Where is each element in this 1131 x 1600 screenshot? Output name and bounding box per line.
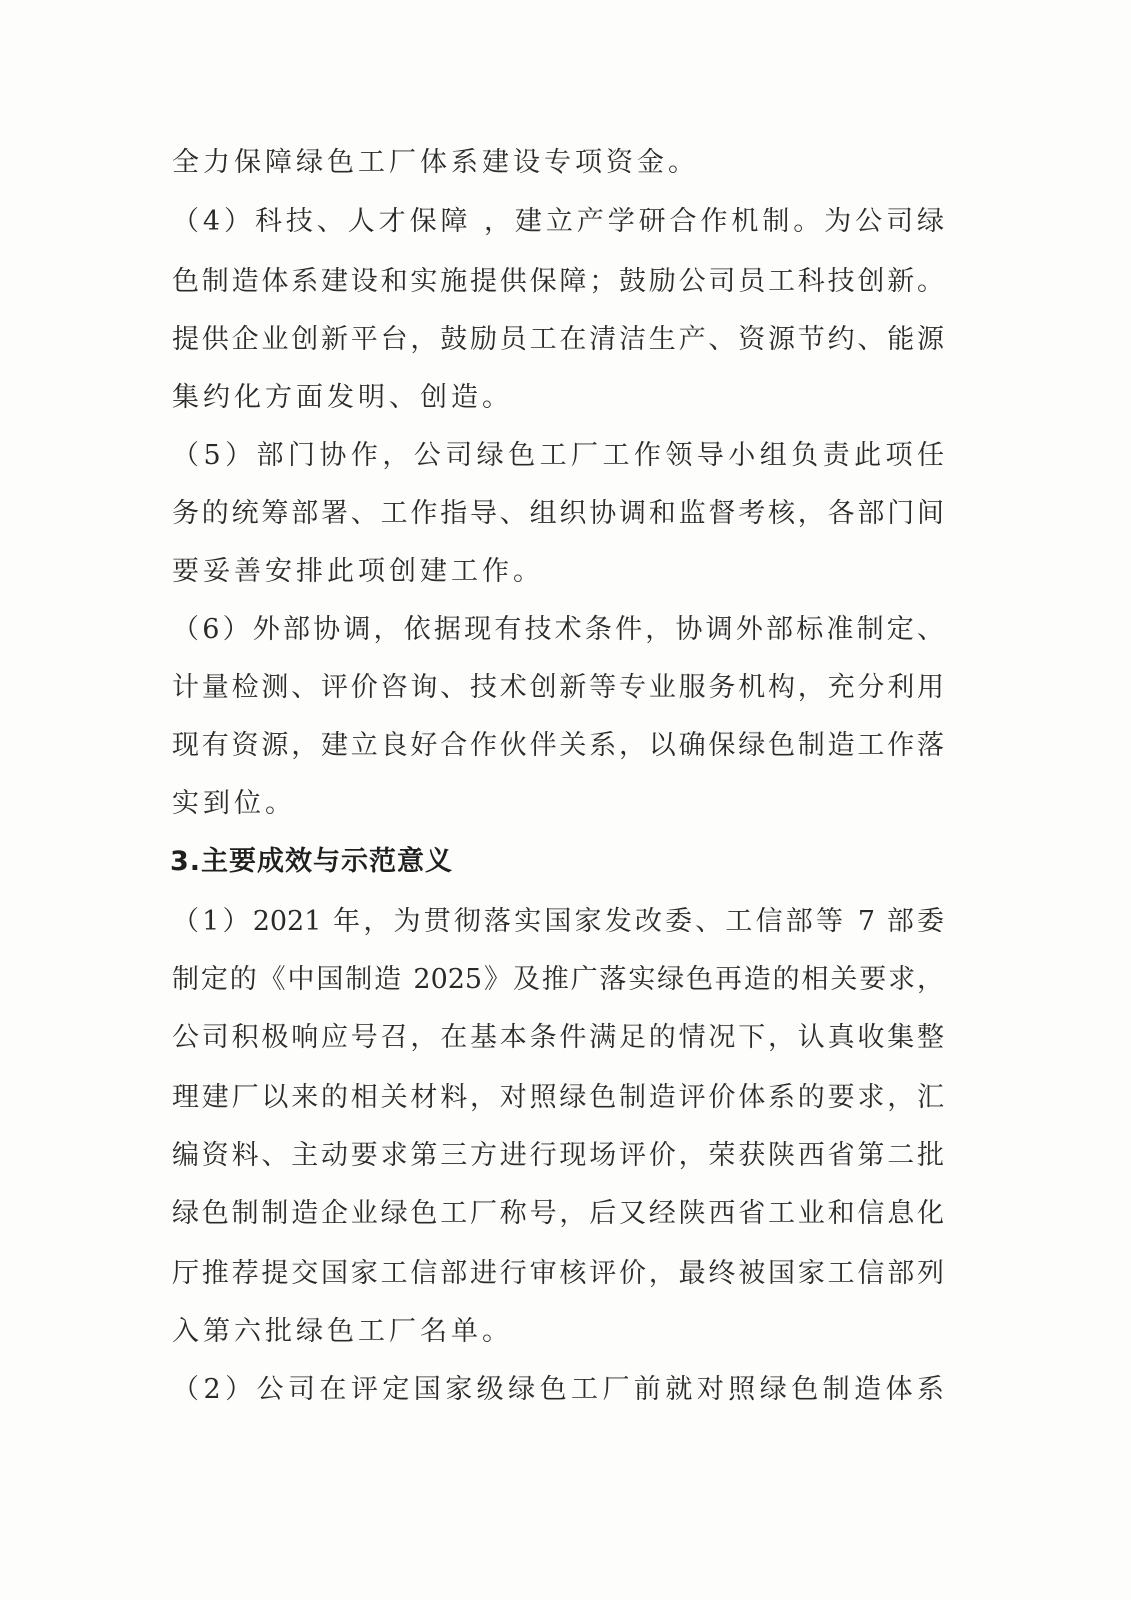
text-line: 公司积极响应号召，在基本条件满足的情况下，认真收集整 [172,1022,944,1053]
text-line: 实到位。 [172,788,296,819]
text-line: 全力保障绿色工厂体系建设专项资金。 [172,147,699,178]
text-line: 入第六批绿色工厂名单。 [172,1316,513,1347]
section-heading: 3.主要成效与示范意义 [170,846,454,877]
text-line: 理建厂以来的相关材料，对照绿色制造评价体系的要求，汇 [172,1082,944,1113]
text-line: 集约化方面发明、创造。 [172,382,513,413]
text-line: 制定的《中国制造 2025》及推广落实绿色再造的相关要求， [172,964,944,995]
text-line: （1）2021 年，为贯彻落实国家发改委、工信部等 7 部委 [172,906,944,937]
text-line: 现有资源，建立良好合作伙伴关系，以确保绿色制造工作落 [172,730,944,761]
text-line: （6）外部协调，依据现有技术条件，协调外部标准制定、 [172,614,944,645]
text-line: 提供企业创新平台，鼓励员工在清洁生产、资源节约、能源 [172,324,944,355]
text-line: 绿色制制造企业绿色工厂称号，后又经陕西省工业和信息化 [172,1198,944,1229]
text-line: 色制造体系建设和实施提供保障；鼓励公司员工科技创新。 [172,266,944,297]
text-line: 计量检测、评价咨询、技术创新等专业服务机构，充分利用 [172,672,944,703]
text-line: 编资料、主动要求第三方进行现场评价，荣获陕西省第二批 [172,1140,944,1171]
text-line: （4）科技、人才保障 ，建立产学研合作机制。为公司绿 [172,206,944,237]
text-line: 务的统筹部署、工作指导、组织协调和监督考核，各部门间 [172,498,944,529]
text-line: （2）公司在评定国家级绿色工厂前就对照绿色制造体系 [172,1374,944,1405]
text-line: 厅推荐提交国家工信部进行审核评价，最终被国家工信部列 [172,1258,944,1289]
text-line: （5）部门协作，公司绿色工厂工作领导小组负责此项任 [172,440,944,471]
text-line: 要妥善安排此项创建工作。 [172,556,544,587]
